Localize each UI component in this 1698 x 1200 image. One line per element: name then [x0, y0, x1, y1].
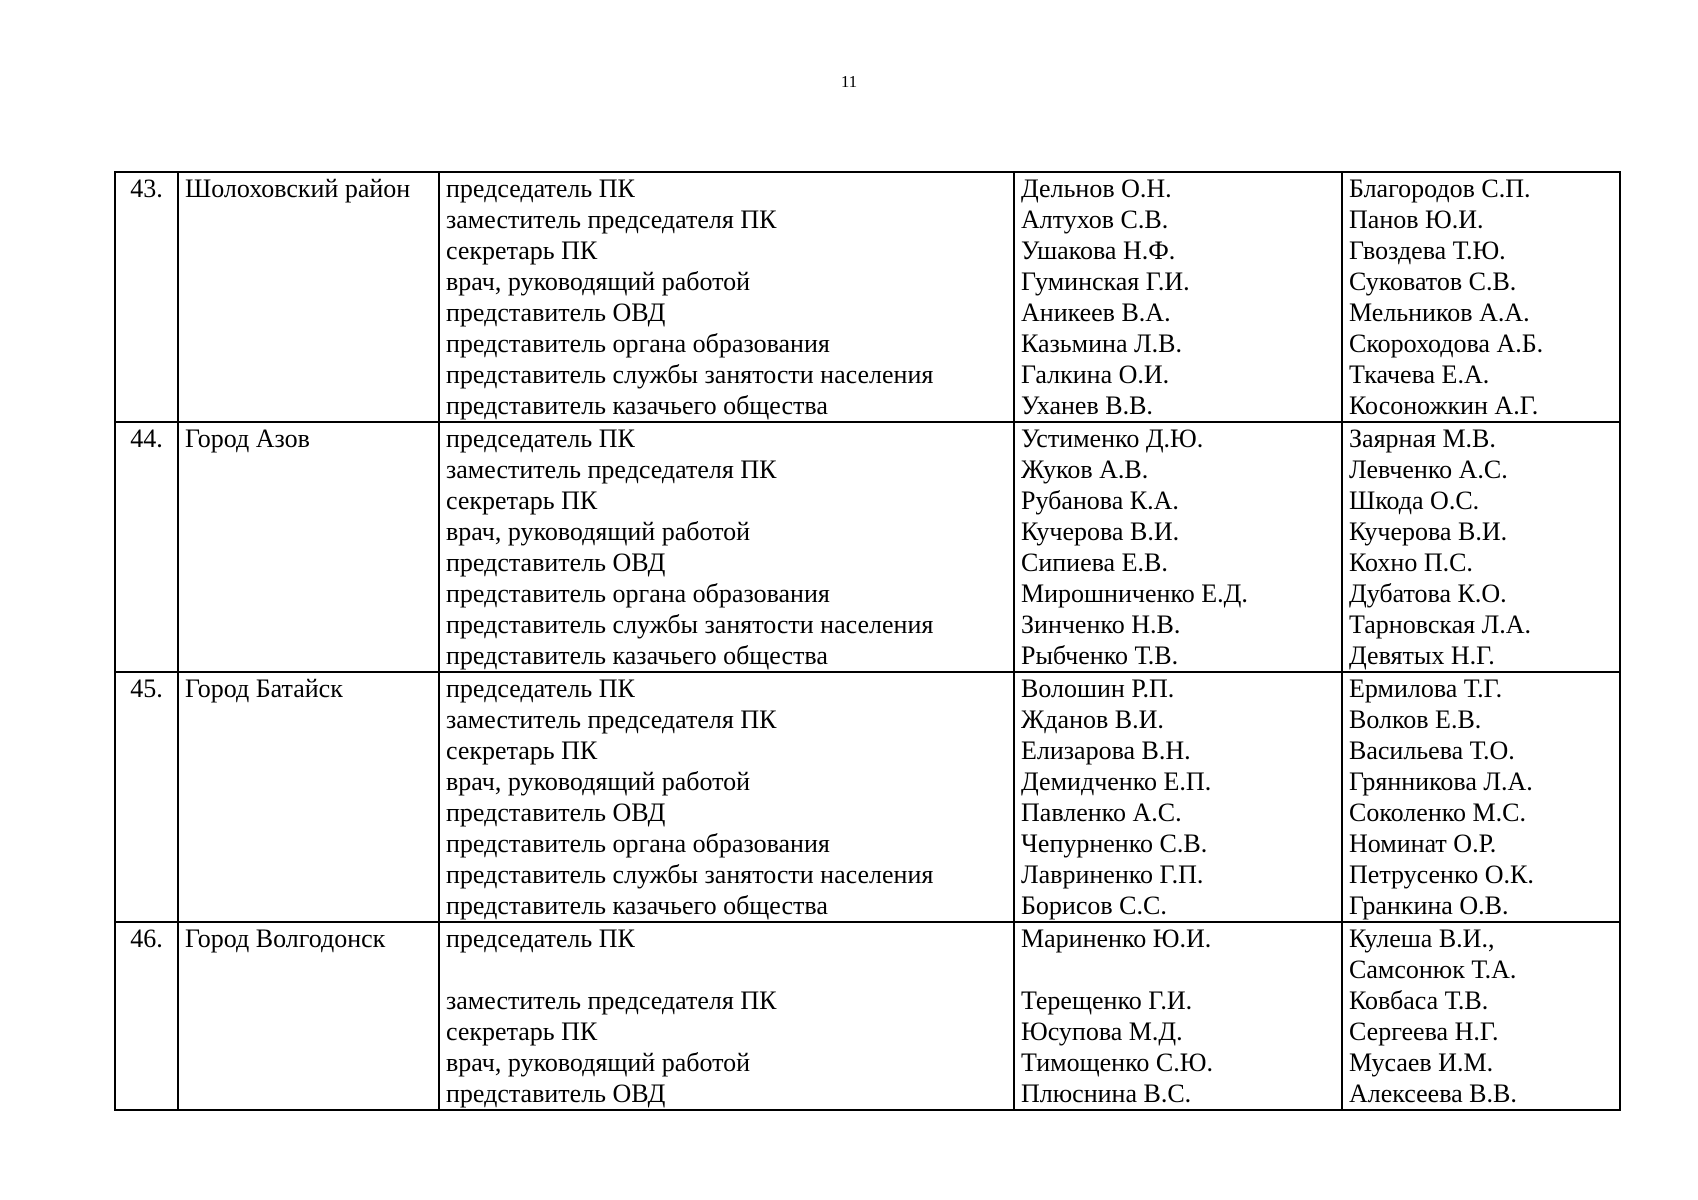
- role-line: представитель органа образования: [446, 329, 830, 358]
- member-name: Тимощенко С.Ю.: [1021, 1048, 1213, 1077]
- page-number: 11: [840, 72, 858, 91]
- role-line: секретарь ПК: [446, 1017, 598, 1046]
- reserve-cell: [1342, 672, 1620, 922]
- reserve-name: Гранкина О.В.: [1349, 891, 1509, 920]
- role-line: представитель службы занятости населения: [446, 860, 934, 889]
- reserve-name: Ковбаса Т.В.: [1349, 986, 1489, 1015]
- reserve-name: Скороходова А.Б.: [1349, 329, 1544, 358]
- role-line: [446, 954, 1013, 985]
- role-line: представитель службы занятости населения: [446, 360, 934, 389]
- reserve-name: Заярная М.В.: [1349, 424, 1496, 453]
- role-line: секретарь ПК: [446, 736, 598, 765]
- member-name: Уханев В.В.: [1021, 391, 1153, 420]
- reserve-name: Петрусенко О.К.: [1349, 860, 1534, 889]
- reserve-name: Грянникова Л.А.: [1349, 767, 1533, 796]
- reserve-name: Девятых Н.Г.: [1349, 641, 1495, 670]
- member-name: Борисов С.С.: [1021, 891, 1167, 920]
- role-line: заместитель председателя ПК: [446, 986, 777, 1015]
- area-name: Город Азов: [178, 422, 439, 672]
- member-name: Чепурненко С.В.: [1021, 829, 1208, 858]
- role-line: врач, руководящий работой: [446, 767, 751, 796]
- role-line: председатель ПК: [446, 674, 635, 703]
- member-name: Сипиева Е.В.: [1021, 548, 1168, 577]
- reserve-name: Кучерова В.И.: [1349, 517, 1508, 546]
- reserve-name: Номинат О.Р.: [1349, 829, 1497, 858]
- reserve-name: Волков Е.В.: [1349, 705, 1482, 734]
- table-row: [115, 922, 1620, 1110]
- role-cell: [439, 172, 1014, 422]
- member-name: Кучерова В.И.: [1021, 517, 1180, 546]
- role-line: представитель ОВД: [446, 798, 666, 827]
- area-name: Город Батайск: [178, 672, 439, 922]
- role-line: представитель ОВД: [446, 298, 666, 327]
- member-name: Гуминская Г.И.: [1021, 267, 1190, 296]
- member-name: Рубанова К.А.: [1021, 486, 1179, 515]
- role-line: представитель казачьего общества: [446, 391, 828, 420]
- reserve-name: Сергеева Н.Г.: [1349, 1017, 1499, 1046]
- role-line: представитель ОВД: [446, 548, 666, 577]
- role-line: представитель казачьего общества: [446, 641, 828, 670]
- role-line: председатель ПК: [446, 924, 635, 953]
- member-name: Мирошниченко Е.Д.: [1021, 579, 1248, 608]
- table-row: [115, 172, 1620, 422]
- reserve-cell: [1342, 922, 1620, 1110]
- table-row: [115, 672, 1620, 922]
- member-name: Аникеев В.А.: [1021, 298, 1171, 327]
- member-name: Лавриненко Г.П.: [1021, 860, 1204, 889]
- area-name: Город Волгодонск: [178, 922, 439, 1110]
- member-name: Устименко Д.Ю.: [1021, 424, 1204, 453]
- role-line: председатель ПК: [446, 174, 635, 203]
- row-number: 46.: [115, 922, 178, 1110]
- role-line: заместитель председателя ПК: [446, 205, 777, 234]
- reserve-name: Суковатов С.В.: [1349, 267, 1517, 296]
- member-cell: [1014, 672, 1342, 922]
- role-line: врач, руководящий работой: [446, 1048, 751, 1077]
- reserve-name: Шкода О.С.: [1349, 486, 1480, 515]
- role-line: заместитель председателя ПК: [446, 705, 777, 734]
- row-number: 44.: [115, 422, 178, 672]
- member-name: Жданов В.И.: [1021, 705, 1164, 734]
- role-line: представитель службы занятости населения: [446, 610, 934, 639]
- member-name: [1021, 954, 1341, 985]
- reserve-name: Мельников А.А.: [1349, 298, 1530, 327]
- commission-table: [114, 171, 1621, 1111]
- role-cell: [439, 672, 1014, 922]
- reserve-name: Косоножкин А.Г.: [1349, 391, 1539, 420]
- member-name: Галкина О.И.: [1021, 360, 1170, 389]
- area-name: Шолоховский район: [178, 172, 439, 422]
- member-name: Мариненко Ю.И.: [1021, 924, 1212, 953]
- reserve-cell: [1342, 172, 1620, 422]
- reserve-name: Кохно П.С.: [1349, 548, 1473, 577]
- reserve-name: Ермилова Т.Г.: [1349, 674, 1503, 703]
- role-cell: [439, 922, 1014, 1110]
- member-name: Алтухов С.В.: [1021, 205, 1169, 234]
- role-line: представитель ОВД: [446, 1079, 666, 1108]
- role-line: председатель ПК: [446, 424, 635, 453]
- role-cell: [439, 422, 1014, 672]
- table-row: [115, 422, 1620, 672]
- role-line: представитель казачьего общества: [446, 891, 828, 920]
- reserve-name: Алексеева В.В.: [1349, 1079, 1517, 1108]
- member-cell: [1014, 172, 1342, 422]
- member-name: Плюснина В.С.: [1021, 1079, 1192, 1108]
- member-name: Павленко А.С.: [1021, 798, 1182, 827]
- reserve-cell: [1342, 422, 1620, 672]
- role-line: представитель органа образования: [446, 579, 830, 608]
- member-name: Дельнов О.Н.: [1021, 174, 1172, 203]
- member-name: Волошин Р.П.: [1021, 674, 1175, 703]
- member-cell: [1014, 422, 1342, 672]
- reserve-name: Гвоздева Т.Ю.: [1349, 236, 1506, 265]
- member-name: Ушакова Н.Ф.: [1021, 236, 1176, 265]
- role-line: представитель органа образования: [446, 829, 830, 858]
- reserve-name: Левченко А.С.: [1349, 455, 1508, 484]
- reserve-name: Панов Ю.И.: [1349, 205, 1484, 234]
- reserve-name: Тарновская Л.А.: [1349, 610, 1531, 639]
- reserve-name: Дубатова К.О.: [1349, 579, 1507, 608]
- row-number: 45.: [115, 672, 178, 922]
- member-name: Елизарова В.Н.: [1021, 736, 1191, 765]
- table-body: [115, 172, 1620, 1110]
- row-number: 43.: [115, 172, 178, 422]
- member-name: Казьмина Л.В.: [1021, 329, 1182, 358]
- member-name: Зинченко Н.В.: [1021, 610, 1181, 639]
- role-line: врач, руководящий работой: [446, 267, 751, 296]
- member-name: Терещенко Г.И.: [1021, 986, 1193, 1015]
- role-line: секретарь ПК: [446, 486, 598, 515]
- reserve-name: Ткачева Е.А.: [1349, 360, 1490, 389]
- role-line: секретарь ПК: [446, 236, 598, 265]
- member-name: Рыбченко Т.В.: [1021, 641, 1179, 670]
- member-cell: [1014, 922, 1342, 1110]
- reserve-name: Соколенко М.С.: [1349, 798, 1527, 827]
- role-line: врач, руководящий работой: [446, 517, 751, 546]
- reserve-name: Кулеша В.И.,: [1349, 924, 1495, 953]
- role-line: заместитель председателя ПК: [446, 455, 777, 484]
- reserve-name: Мусаев И.М.: [1349, 1048, 1494, 1077]
- member-name: Демидченко Е.П.: [1021, 767, 1212, 796]
- reserve-name: Самсонюк Т.А.: [1349, 955, 1517, 984]
- member-name: Жуков А.В.: [1021, 455, 1149, 484]
- member-name: Юсупова М.Д.: [1021, 1017, 1183, 1046]
- reserve-name: Благородов С.П.: [1349, 174, 1531, 203]
- reserve-name: Васильева Т.О.: [1349, 736, 1515, 765]
